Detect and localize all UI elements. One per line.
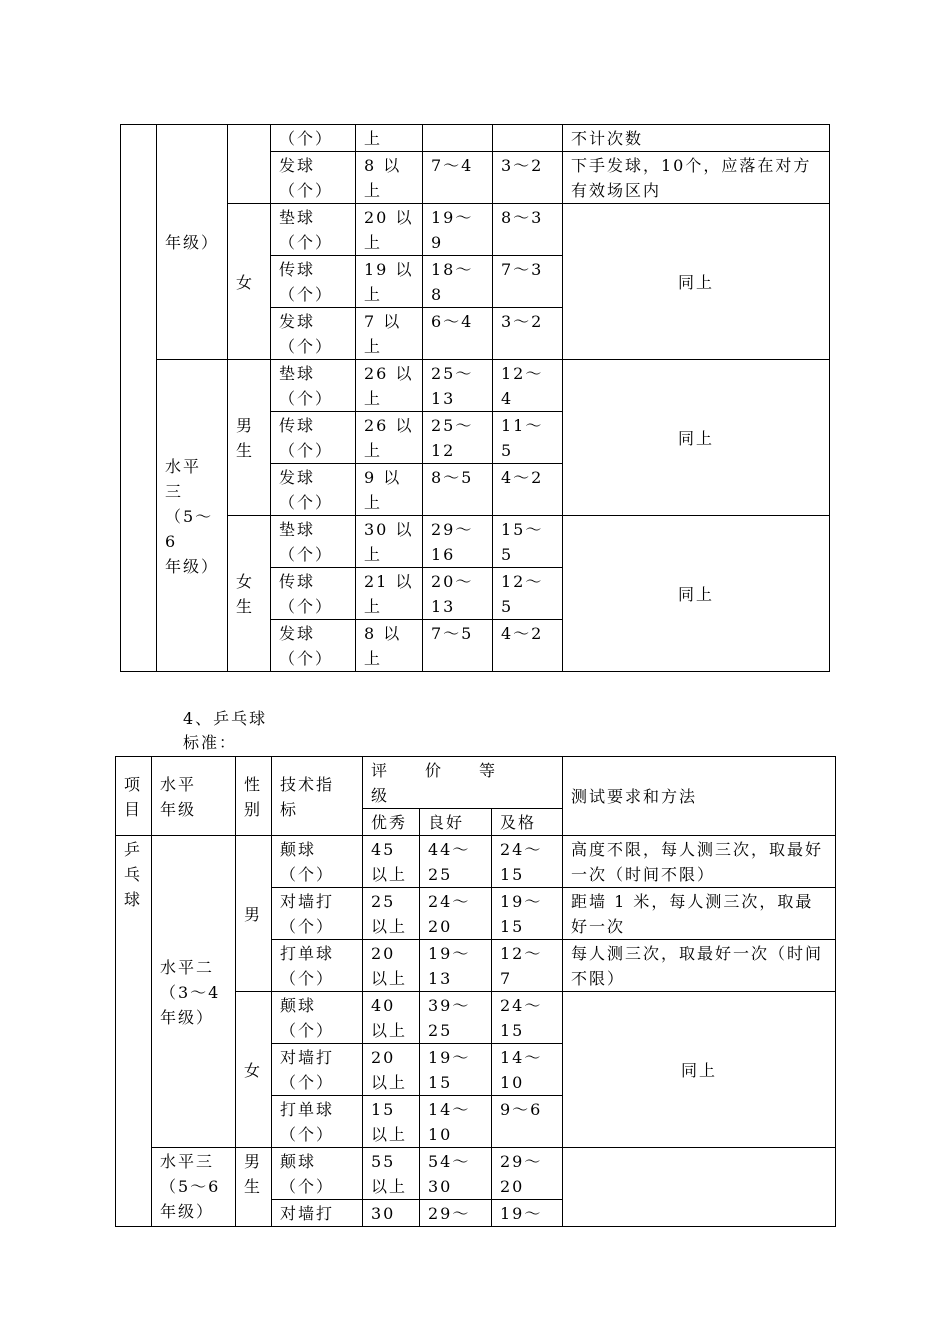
pass-cell: 12～4 [493, 360, 563, 412]
gender-cell: 男 生 [236, 1148, 272, 1227]
pass-cell: 9～6 [492, 1096, 563, 1148]
good-cell: 19～ 15 [420, 1044, 492, 1096]
pass-cell: 7～3 [493, 256, 563, 308]
excellent-cell: 40 以上 [363, 992, 420, 1044]
item-cell: 颠球 （个） [272, 836, 363, 888]
level-cell: 年级） [157, 125, 228, 360]
item-cell: 垫球 （个） [271, 204, 356, 256]
excellent-cell: 上 [356, 125, 423, 152]
item-cell: 发球 （个） [271, 464, 356, 516]
excellent-cell: 21 以 上 [356, 568, 423, 620]
excellent-cell: 20 以上 [363, 1044, 420, 1096]
project-cell [121, 125, 157, 672]
good-cell: 29～ 16 [423, 516, 493, 568]
good-cell: 19～9 [423, 204, 493, 256]
standard-label: 标准： [183, 733, 238, 752]
item-cell: 对墙打 （个） [272, 1044, 363, 1096]
header-gender: 性 别 [236, 757, 272, 836]
good-cell: 19～ 13 [420, 940, 492, 992]
gender-cell: 男 [236, 836, 272, 992]
pass-cell [493, 125, 563, 152]
pass-cell: 12～7 [492, 940, 563, 992]
method-cell: 距墙 1 米，每人测三次，取最好一次 [563, 888, 836, 940]
header-good: 良好 [420, 809, 492, 836]
item-cell: 发球 （个） [271, 620, 356, 672]
good-cell: 14～ 10 [420, 1096, 492, 1148]
pass-cell: 3～2 [493, 308, 563, 360]
excellent-cell: 55 以上 [363, 1148, 420, 1200]
gender-cell: 女 [228, 204, 271, 360]
header-tech: 技术指 标 [272, 757, 363, 836]
pass-cell: 8～3 [493, 204, 563, 256]
table-tennis-standards-table [115, 756, 836, 1227]
level-cell: 水平 三 （5～6 年级） [157, 360, 228, 672]
excellent-cell: 30 [363, 1200, 420, 1227]
item-cell: 对墙打 [272, 1200, 363, 1227]
excellent-cell: 26 以 上 [356, 360, 423, 412]
header-pass: 及格 [492, 809, 563, 836]
item-cell: 发球 （个） [271, 152, 356, 204]
good-cell: 54～ 30 [420, 1148, 492, 1200]
pass-cell: 29～ 20 [492, 1148, 563, 1200]
excellent-cell: 15 以上 [363, 1096, 420, 1148]
good-cell [423, 125, 493, 152]
excellent-cell: 20 以上 [363, 940, 420, 992]
excellent-cell: 30 以 上 [356, 516, 423, 568]
excellent-cell: 25 以上 [363, 888, 420, 940]
method-cell: 高度不限，每人测三次，取最好一次（时间不限） [563, 836, 836, 888]
level-cell: 水平二 （3～4 年级） [152, 836, 236, 1148]
item-cell: 传球 （个） [271, 568, 356, 620]
gender-cell: 女 生 [228, 516, 271, 672]
item-cell: 打单球 （个） [272, 1096, 363, 1148]
pass-cell: 15～5 [493, 516, 563, 568]
item-cell: 颠球 （个） [272, 1148, 363, 1200]
pass-cell: 24～ 15 [492, 836, 563, 888]
good-cell: 25～ 12 [423, 412, 493, 464]
method-same-cell: 同上 [563, 992, 836, 1148]
header-method: 测试要求和方法 [563, 757, 836, 836]
item-cell: （个） [271, 125, 356, 152]
excellent-cell: 8 以 上 [356, 620, 423, 672]
item-cell: 发球 （个） [271, 308, 356, 360]
pass-cell: 19～ 15 [492, 888, 563, 940]
excellent-cell: 26 以 上 [356, 412, 423, 464]
good-cell: 7～5 [423, 620, 493, 672]
good-cell: 8～5 [423, 464, 493, 516]
excellent-cell: 45 以上 [363, 836, 420, 888]
method-same-cell: 同上 [563, 516, 830, 672]
gender-cell: 女 [236, 992, 272, 1148]
good-cell: 18～8 [423, 256, 493, 308]
header-eval: 评 价 等 级 [363, 757, 563, 809]
method-same-cell: 同上 [563, 204, 830, 360]
good-cell: 6～4 [423, 308, 493, 360]
pass-cell: 3～2 [493, 152, 563, 204]
method-cell: 下手发球，10个，应落在对方有效场区内 [563, 152, 830, 204]
pass-cell: 19～ [492, 1200, 563, 1227]
excellent-cell: 19 以 上 [356, 256, 423, 308]
item-cell: 传球 （个） [271, 256, 356, 308]
excellent-cell: 7 以 上 [356, 308, 423, 360]
item-cell: 传球 （个） [271, 412, 356, 464]
good-cell: 25～ 13 [423, 360, 493, 412]
excellent-cell: 9 以 上 [356, 464, 423, 516]
pass-cell: 24～ 15 [492, 992, 563, 1044]
good-cell: 44～ 25 [420, 836, 492, 888]
header-project: 项 目 [116, 757, 152, 836]
pass-cell: 4～2 [493, 464, 563, 516]
good-cell: 39～ 25 [420, 992, 492, 1044]
volleyball-standards-table [120, 124, 830, 672]
item-cell: 垫球 （个） [271, 360, 356, 412]
pass-cell: 14～ 10 [492, 1044, 563, 1096]
gender-cell: 男 生 [228, 360, 271, 516]
good-cell: 7～4 [423, 152, 493, 204]
item-cell: 对墙打 （个） [272, 888, 363, 940]
method-cell: 每人测三次，取最好一次（时间不限） [563, 940, 836, 992]
good-cell: 24～ 20 [420, 888, 492, 940]
item-cell: 颠球 （个） [272, 992, 363, 1044]
item-cell: 打单球 （个） [272, 940, 363, 992]
pass-cell: 12～5 [493, 568, 563, 620]
method-cell: 不计次数 [563, 125, 830, 152]
gender-cell [228, 125, 271, 204]
level-cell: 水平三 （5～6 年级） [152, 1148, 236, 1227]
excellent-cell: 8 以 上 [356, 152, 423, 204]
header-excellent: 优秀 [363, 809, 420, 836]
method-cell [563, 1148, 836, 1227]
header-level: 水平 年级 [152, 757, 236, 836]
pass-cell: 4～2 [493, 620, 563, 672]
section-heading: 4、乒乓球 [183, 709, 268, 728]
excellent-cell: 20 以 上 [356, 204, 423, 256]
item-cell: 垫球 （个） [271, 516, 356, 568]
project-cell: 乒 乓 球 [116, 836, 152, 1227]
method-same-cell: 同上 [563, 360, 830, 516]
good-cell: 29～ [420, 1200, 492, 1227]
good-cell: 20～ 13 [423, 568, 493, 620]
pass-cell: 11～5 [493, 412, 563, 464]
